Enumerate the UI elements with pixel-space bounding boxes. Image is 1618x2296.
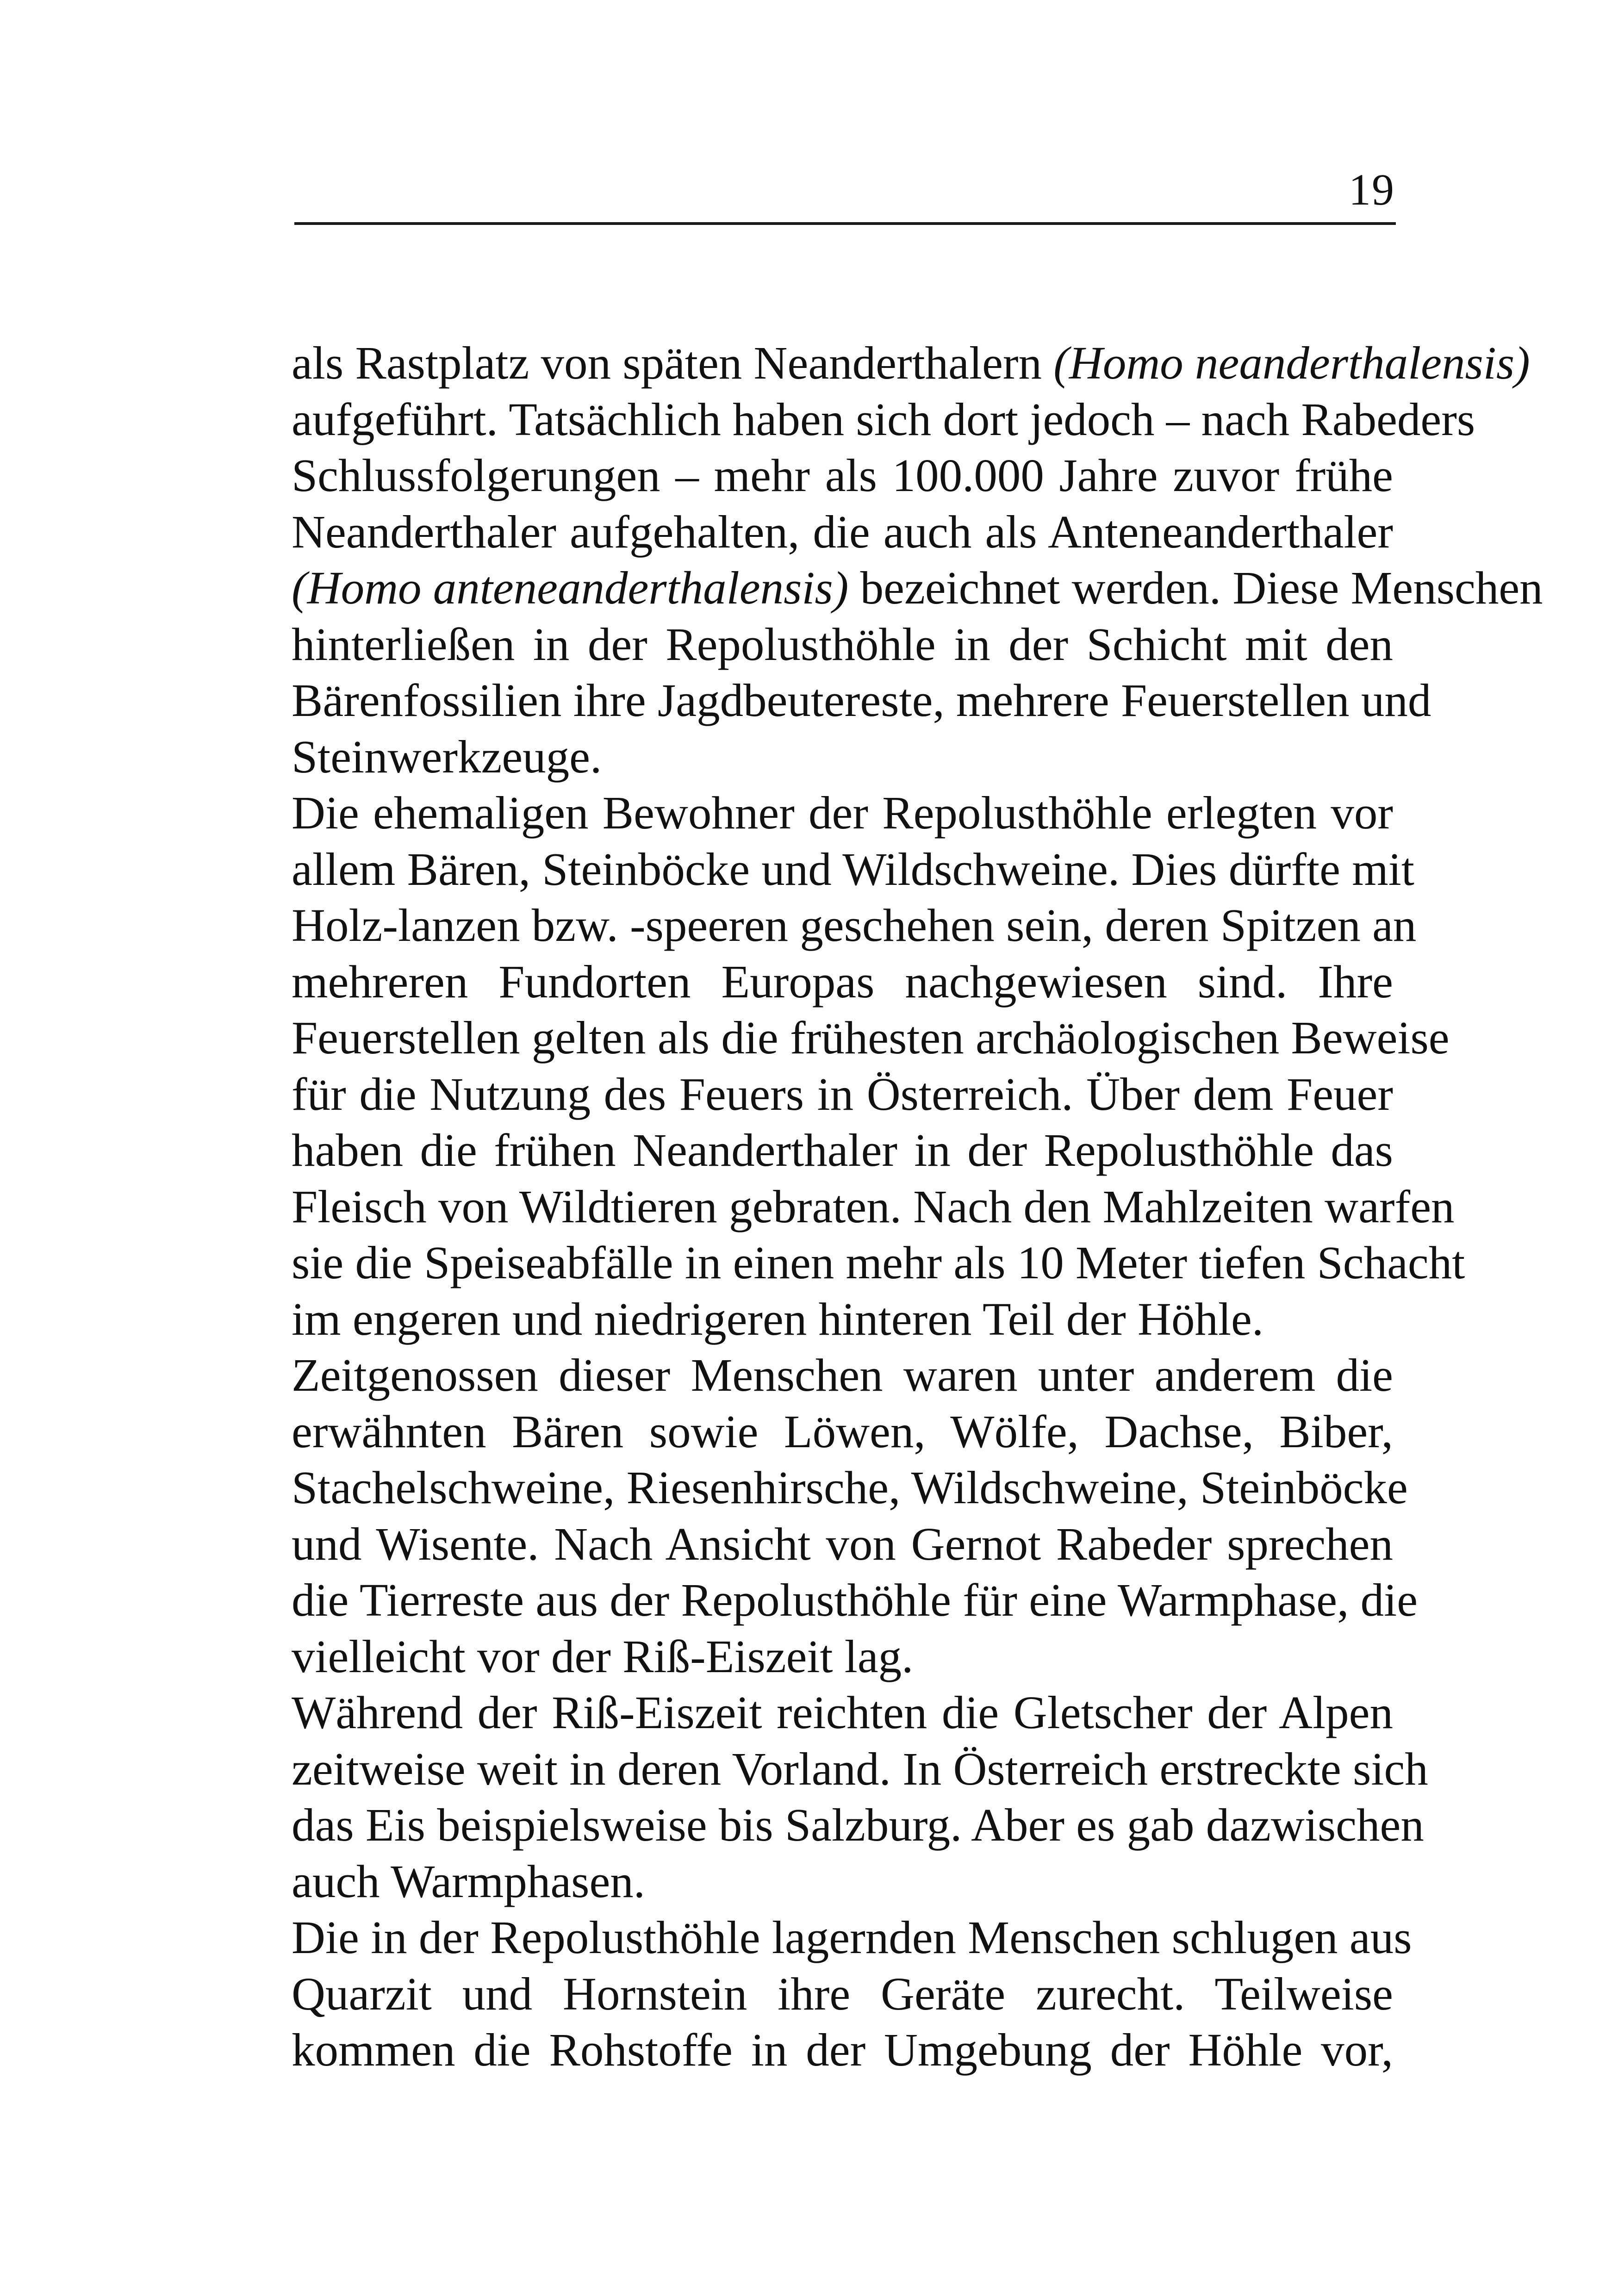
text-line [292,785,1393,841]
paragraph [292,785,1465,1347]
text-line [292,616,1393,673]
text-line [292,1291,1393,1348]
text-run: auch Warmphasen. [292,1855,646,1907]
text-line [292,1460,1408,1516]
text-run: und Wisente. Nach Ansicht von Gernot Rabeder sprechen [292,1518,1393,1570]
text-run: für die Nutzung des Feuers in Österreich. Über dem Feuer [292,1068,1393,1120]
text-line [292,1122,1393,1179]
text-line [292,1404,1393,1460]
text-line [292,729,1393,785]
text-run: Quarzit und Hornstein ihre Geräte zurecht. Teilweise [292,1967,1393,2020]
text-line [292,1854,1393,1910]
text-run: Die in der Repolusthöhle lagernden Menschen schlugen aus [292,1911,1412,1963]
text-line [292,1797,1424,1854]
text-run: mehreren Fundorten Europas nachgewiesen sind. Ihre [292,955,1393,1008]
text-run: das Eis beispielsweise bis Salzburg. Aber es gab dazwischen [292,1799,1424,1851]
paragraph [292,1685,1428,1910]
text-line [292,1910,1412,1966]
text-line [292,335,1530,392]
text-line [292,954,1393,1010]
text-run: die Tierreste aus der Repolusthöhle für eine Warmphase, die [292,1574,1418,1626]
text-run: Zeitgenossen dieser Menschen waren unter anderem die [292,1349,1393,1401]
text-run: aufgeführt. Tatsächlich haben sich dort jedoch – nach Rabeders [292,393,1475,445]
text-line [292,1629,1393,1685]
text-line [292,504,1393,560]
text-run: Stachelschweine, Riesenhirsche, Wildschweine, Steinböcke [292,1462,1408,1513]
text-line [292,1966,1393,2022]
header-rule [294,222,1396,225]
text-line [292,2022,1393,2078]
paragraph [292,335,1543,785]
text-line [292,1235,1465,1291]
text-run: Feuerstellen gelten als die frühesten archäologischen Beweise [292,1012,1450,1064]
text-line [292,1179,1455,1235]
text-line [292,1685,1393,1741]
text-run: im engeren und niedrigeren hinteren Teil der Höhle. [292,1293,1264,1345]
text-run: als Rastplatz von späten Neanderthalern [292,337,1054,389]
text-run: zeitweise weit in deren Vorland. In Österreich erstreckte sich [292,1742,1428,1795]
text-line [292,560,1543,616]
text-line [292,1010,1450,1066]
text-run: Schlussfolgerungen – mehr als 100.000 Jahre zuvor frühe [292,449,1393,501]
text-line [292,672,1431,729]
paragraph [292,1347,1418,1685]
text-line [292,1066,1393,1123]
page-number: 19 [1349,165,1395,214]
text-run: allem Bären, Steinböcke und Wildschweine. Dies dürfte mit [292,843,1414,895]
text-run: Steinwerkzeuge. [292,730,602,783]
text-line [292,1572,1418,1629]
text-line [292,1741,1428,1798]
text-run: kommen die Rohstoffe in der Umgebung der Höhle vor, [292,2024,1393,2076]
text-line [292,448,1393,504]
body-text [292,335,1543,2078]
text-run: Die ehemaligen Bewohner der Repolusthöhle erlegten vor [292,787,1393,839]
text-run: Holz-lanzen bzw. -speeren geschehen sein, deren Spitzen an [292,899,1417,951]
text-line [292,841,1414,898]
text-line [292,1516,1393,1573]
text-run: Bärenfossilien ihre Jagdbeutereste, mehrere Feuerstellen und [292,674,1431,726]
text-run: vielleicht vor der Riß-Eiszeit lag. [292,1630,914,1682]
text-run: erwähnten Bären sowie Löwen, Wölfe, Dachse, Biber, [292,1405,1393,1457]
text-run: bezeichnet werden. Diese Menschen [848,562,1543,614]
text-run: Neanderthaler aufgehalten, die auch als Anteneanderthaler [292,505,1393,558]
text-line [292,392,1475,448]
text-run: Fleisch von Wildtieren gebraten. Nach den Mahlzeiten warfen [292,1180,1455,1232]
italic-text-run: (Homo neanderthalensis) [1053,337,1530,389]
text-run: sie die Speiseabfälle in einen mehr als 10 Meter tiefen Schacht [292,1237,1465,1288]
text-line [292,1347,1393,1404]
paragraph [292,1910,1412,2078]
text-run: haben die frühen Neanderthaler in der Repolusthöhle das [292,1124,1393,1176]
text-line [292,897,1417,954]
italic-text-run: (Homo anteneanderthalensis) [292,562,849,614]
text-run: hinterließen in der Repolusthöhle in der Schicht mit den [292,618,1393,670]
text-run: Während der Riß-Eiszeit reichten die Gletscher der Alpen [292,1686,1393,1738]
